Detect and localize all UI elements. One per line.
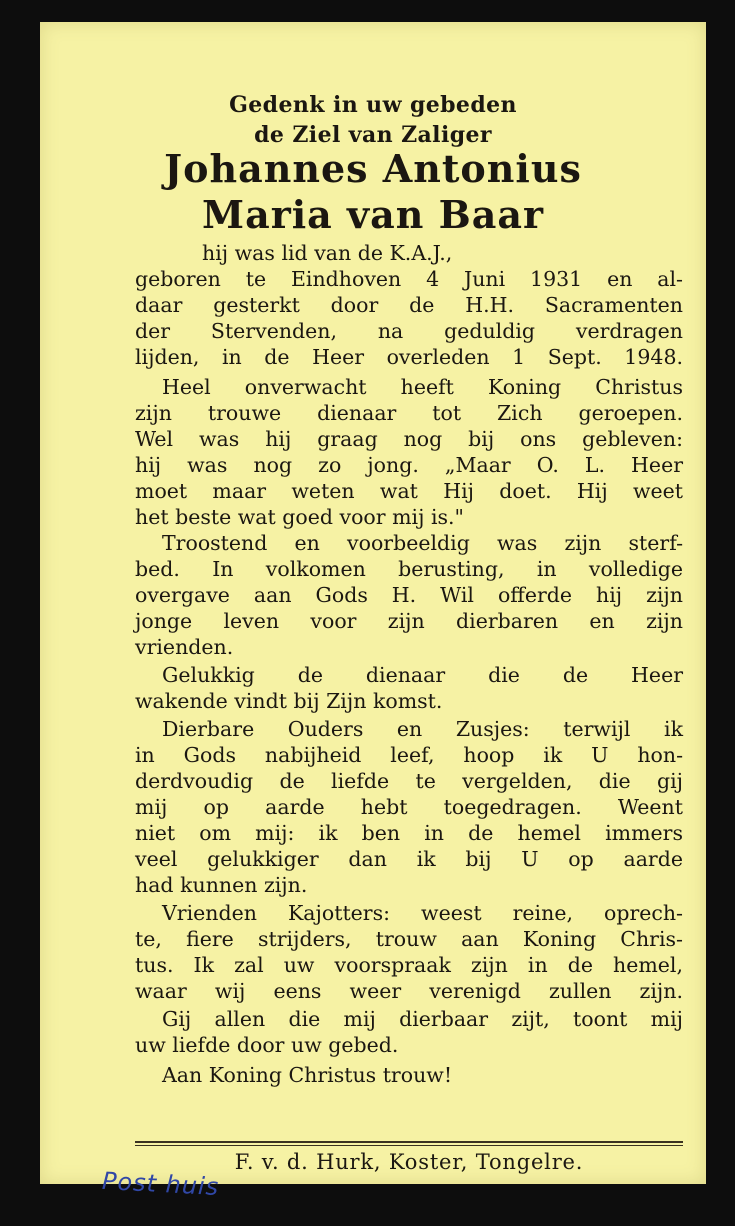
body-line: Dierbare Ouders en Zusjes: terwijl ik: [162, 717, 683, 741]
body-line: Heel onverwacht heeft Koning Christus: [162, 375, 683, 399]
body-line: vrienden.: [135, 635, 234, 659]
body-line: Wel was hij graag nog bij ons gebleven:: [135, 427, 683, 451]
body-line: het beste wat goed voor mij is.": [135, 505, 464, 529]
body-line: veel gelukkiger dan ik bij U op aarde: [135, 847, 683, 871]
body-line: moet maar weten wat Hij doet. Hij weet: [135, 479, 683, 503]
printer-credit: F. v. d. Hurk, Koster, Tongelre.: [234, 1150, 584, 1174]
body-line: hij was nog zo jong. „Maar O. L. Heer: [135, 453, 683, 477]
intro-line: lijden, in de Heer overleden 1 Sept. 1948.: [135, 345, 683, 369]
deceased-name-line-2: Maria van Baar: [202, 192, 544, 237]
intro-line: geboren te Eindhoven 4 Juni 1931 en al-: [135, 267, 683, 291]
divider-rule: [135, 1141, 683, 1143]
heading-line-1: Gedenk in uw gebeden: [229, 92, 517, 118]
heading-line-2: de Ziel van Zaliger: [254, 122, 492, 148]
body-line: wakende vindt bij Zijn komst.: [135, 689, 443, 713]
body-line: Troostend en voorbeeldig was zijn sterf-: [162, 531, 683, 555]
body-line: mij op aarde hebt toegedragen. Weent: [135, 795, 683, 819]
intro-line: hij was lid van de K.A.J.,: [202, 241, 453, 265]
body-line: waar wij eens weer verenigd zullen zijn.: [135, 979, 683, 1003]
body-line: te, fiere strijders, trouw aan Koning Chris-: [135, 927, 683, 951]
body-line: jonge leven voor zijn dierbaren en zijn: [135, 609, 683, 633]
intro-line: daar gesterkt door de H.H. Sacramenten: [135, 293, 683, 317]
deceased-name-line-1: Johannes Antonius: [164, 146, 582, 191]
body-line: Aan Koning Christus trouw!: [162, 1063, 453, 1087]
body-line: in Gods nabijheid leef, hoop ik U hon-: [135, 743, 683, 767]
intro-line: der Stervenden, na geduldig verdragen: [135, 319, 683, 343]
body-line: derdvoudig de liefde te vergelden, die gij: [135, 769, 683, 793]
body-line: Vrienden Kajotters: weest reine, oprech-: [162, 901, 683, 925]
divider-rule-thin: [135, 1145, 683, 1146]
body-line: Gelukkig de dienaar die de Heer: [162, 663, 683, 687]
body-line: tus. Ik zal uw voorspraak zijn in de hemel,: [135, 953, 683, 977]
body-line: had kunnen zijn.: [135, 873, 308, 897]
body-line: bed. In volkomen berusting, in volledige: [135, 557, 683, 581]
body-line: niet om mij: ik ben in de hemel immers: [135, 821, 683, 845]
body-line: Gij allen die mij dierbaar zijt, toont mij: [162, 1007, 683, 1031]
memorial-card: [40, 22, 706, 1202]
handwritten-note: Post huis: [101, 1166, 220, 1202]
body-line: uw liefde door uw gebed.: [135, 1033, 399, 1057]
body-line: zijn trouwe dienaar tot Zich geroepen.: [135, 401, 683, 425]
body-line: overgave aan Gods H. Wil offerde hij zijn: [135, 583, 683, 607]
